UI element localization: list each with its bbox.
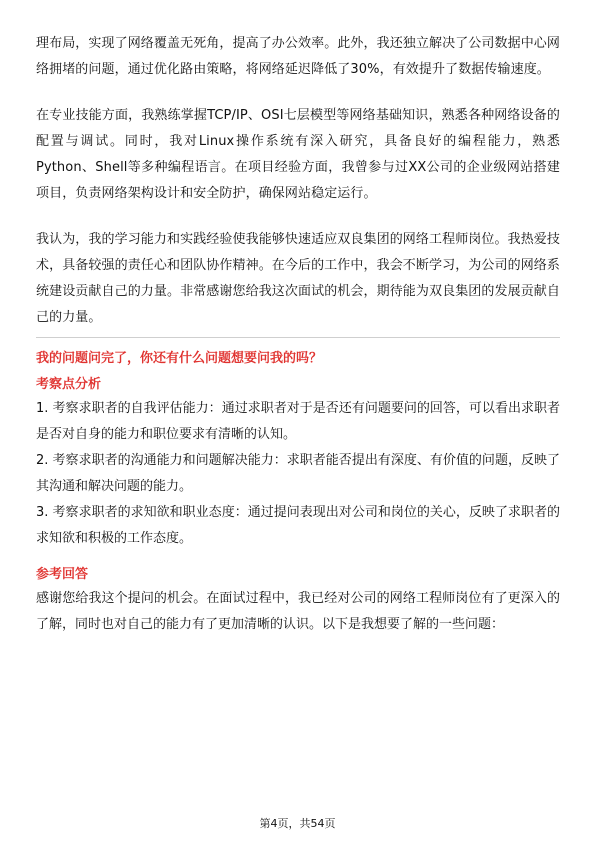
reference-answer: 感谢您给我这个提问的机会。在面试过程中，我已经对公司的网络工程师岗位有了更深入的了解，同时也对自己的能力有了更加清晰的认识。以下是我想要了解的一些问题： [36,591,560,632]
analysis-item-1: 1. 考察求职者的自我评估能力：通过求职者对于是否还有问题要问的回答，可以看出求职者是否对自身的能力和职位要求有清晰的认知。 [36,401,560,442]
paragraph-1: 理布局，实现了网络覆盖无死角，提高了办公效率。此外，我还独立解决了公司数据中心网络拥堵的问题，通过优化路由策略，将网络延迟降低了30%，有效提升了数据传输速度。 [36,36,561,77]
paragraph-3: 我认为，我的学习能力和实践经验使我能够快速适应双良集团的网络工程师岗位。我热爱技术，具备较强的责任心和团队协作精神。在今后的工作中，我会不断学习，为公司的网络系统建设贡献自己的力量。非常感谢您给我这次面试的机会，期待能为双良集团的发展贡献自己的力量。 [36,232,561,325]
reference-title: 参考回答 [36,567,89,582]
analysis-item-3: 3. 考察求职者的求知欲和职业态度：通过提问表现出对公司和岗位的关心，反映了求职者的求知欲和积极的工作态度。 [36,505,560,546]
page-number: 第4页，共54页 [259,817,336,830]
interview-question: 我的问题问完了，你还有什么问题想要问我的吗？ [36,351,323,366]
page-content [36,31,560,638]
paragraph-2: 在专业技能方面，我熟练掌握TCP/IP、OSI七层模型等网络基础知识，熟悉各种网络设备的配置与调试。同时，我对Linux操作系统有深入研究，具备良好的编程能力，熟悉Python、Shell等多种编程语言。在项目经验方面，我曾参与过XX公司的企业级网站搭建项目，负责网络架构设计和安全防护，确保网站稳定运行。 [36,108,560,201]
analysis-item-2: 2. 考察求职者的沟通能力和问题解决能力：求职者能否提出有深度、有价值的问题，反映了其沟通和解决问题的能力。 [36,453,560,494]
analysis-title: 考察点分析 [36,377,102,392]
section-divider [36,337,560,338]
